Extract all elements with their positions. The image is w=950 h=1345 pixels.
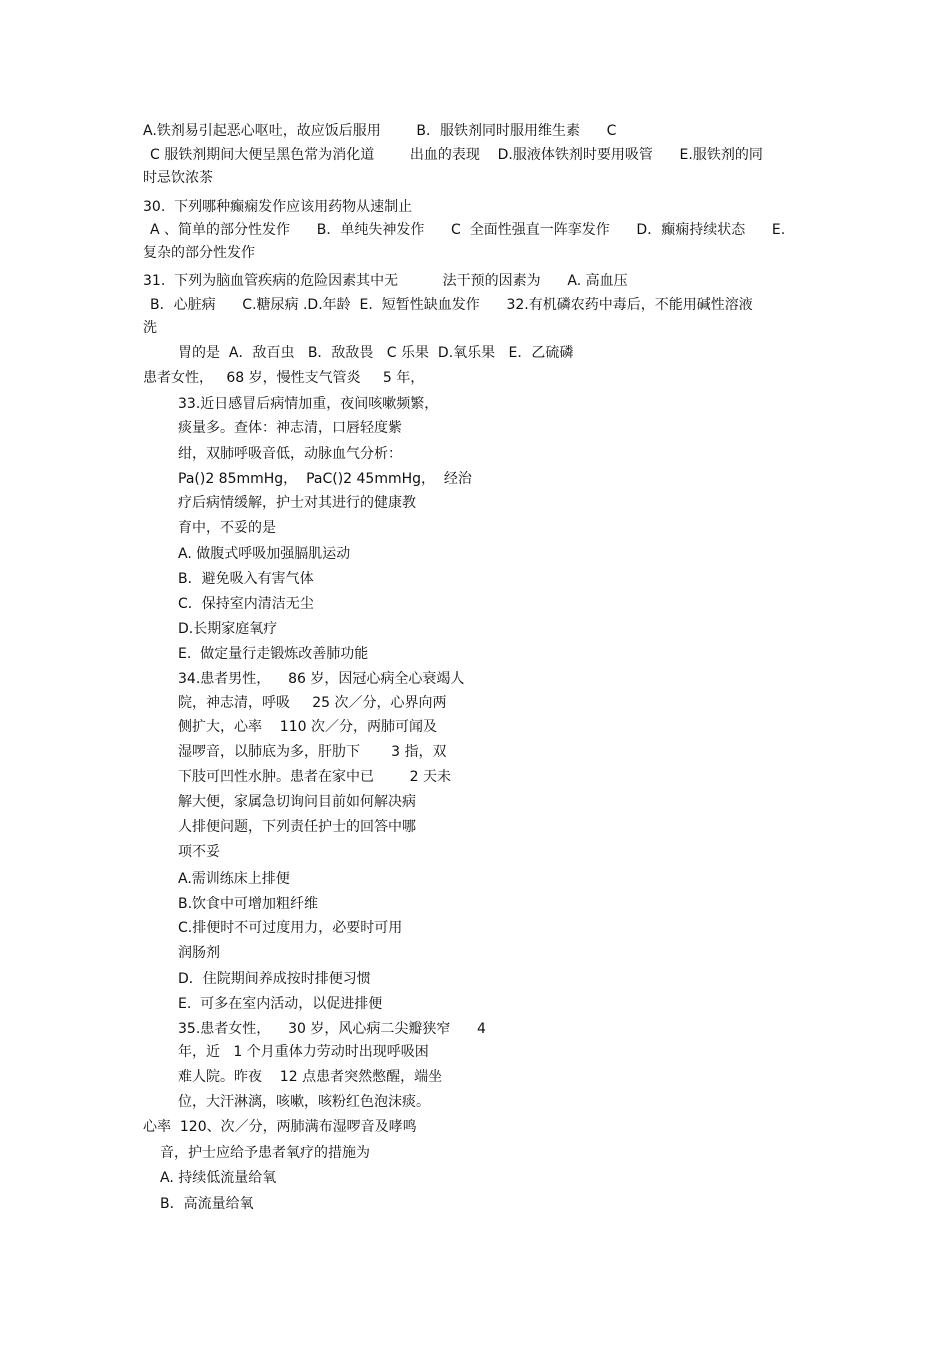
text-line: 心率 120、次／分，两肺满布湿啰音及哮鸣 xyxy=(143,1119,417,1135)
text-line: 年，近 1 个月重体力劳动时出现呼吸困 xyxy=(178,1044,429,1060)
text-line: A.铁剂易引起恶心呕吐，故应饭后服用 B．服铁剂同时服用维生素 C xyxy=(143,123,617,139)
text-line: 音，护士应给予患者氧疗的措施为 xyxy=(160,1145,370,1161)
text-line: A.需训练床上排便 xyxy=(178,871,290,887)
text-line: D.长期家庭氧疗 xyxy=(178,621,278,637)
text-line: 绀，双肺呼吸音低，动脉血气分析： xyxy=(178,446,402,462)
text-line: B．高流量给氧 xyxy=(160,1196,254,1212)
text-line: 院，神志清，呼吸 25 次／分，心界向两 xyxy=(178,695,447,711)
text-line: 难人院。昨夜 12 点患者突然憋醒，端坐 xyxy=(178,1069,443,1085)
text-line: 患者女性， 68 岁，慢性支气管炎 5 年， xyxy=(143,370,425,386)
text-line: B．避免吸入有害气体 xyxy=(178,571,314,587)
text-line: A 、简单的部分性发作 B．单纯失神发作 C 全面性强直一阵挛发作 D．癫痫持续状态 E. xyxy=(150,222,786,238)
text-line: B.饮食中可增加粗纤维 xyxy=(178,896,319,912)
text-line: E. 做定量行走锻炼改善肺功能 xyxy=(178,646,369,662)
text-line: 育中，不妥的是 xyxy=(178,520,276,536)
text-line: 31. 下列为脑血管疾病的危险因素其中无 法干预的因素为 A. 高血压 xyxy=(143,273,628,289)
text-line: 人排便问题，下列责任护士的回答中哪 xyxy=(178,819,416,835)
text-line: A. 做腹式呼吸加强膈肌运动 xyxy=(178,546,351,562)
text-line: E. 可多在室内活动，以促进排便 xyxy=(178,996,383,1012)
text-line: C 服铁剂期间大便呈黑色常为消化道 出血的表现 D.服液体铁剂时要用吸管 E.服铁剂的同 xyxy=(150,147,763,163)
text-line: 痰量多。查体：神志清，口唇轻度紫 xyxy=(178,420,402,436)
text-line: 解大便，家属急切询问目前如何解决病 xyxy=(178,794,416,810)
text-line: C．保持室内清洁无尘 xyxy=(178,596,314,612)
text-line: 疗后病情缓解，护士对其进行的健康教 xyxy=(178,495,416,511)
text-line: 润肠剂 xyxy=(178,945,220,961)
text-line: 侧扩大，心率 110 次／分，两肺可闻及 xyxy=(178,719,437,735)
text-line: 复杂的部分性发作 xyxy=(143,245,255,261)
text-line: 34.患者男性， 86 岁，因冠心病全心衰竭人 xyxy=(178,671,465,687)
text-line: 洗 xyxy=(143,320,157,336)
text-line: 下肢可凹性水肿。患者在家中已 2 天未 xyxy=(178,769,451,785)
text-line: 胃的是 A．敌百虫 B．敌敌畏 C 乐果 D.氧乐果 E．乙硫磷 xyxy=(178,345,574,361)
text-line: Pa()2 85mmHg， PaC()2 45mmHg， 经治 xyxy=(178,471,472,487)
text-line: 位，大汗淋漓，咳嗽，咳粉红色泡沫痰。 xyxy=(178,1094,430,1110)
text-line: C.排便时不可过度用力，必要时可用 xyxy=(178,920,403,936)
text-line: 35.患者女性， 30 岁，风心病二尖瓣狭窄 4 xyxy=(178,1021,486,1037)
text-line: 时忌饮浓茶 xyxy=(143,170,213,186)
text-line: 项不妥 xyxy=(178,844,220,860)
text-line: B．心脏病 C.糖尿病 .D.年龄 E. 短暂性缺血发作 32.有机磷农药中毒后，不能用碱性溶液 xyxy=(150,297,753,313)
text-line: A. 持续低流量给氧 xyxy=(160,1170,277,1186)
text-line: 湿啰音，以肺底为多，肝肋下 3 指，双 xyxy=(178,744,447,760)
text-line: 30. 下列哪种癫痫发作应该用药物从速制止 xyxy=(143,199,413,215)
text-line: 33.近日感冒后病情加重，夜间咳嗽频繁， xyxy=(178,396,439,412)
text-line: D．住院期间养成按时排便习惯 xyxy=(178,971,371,987)
